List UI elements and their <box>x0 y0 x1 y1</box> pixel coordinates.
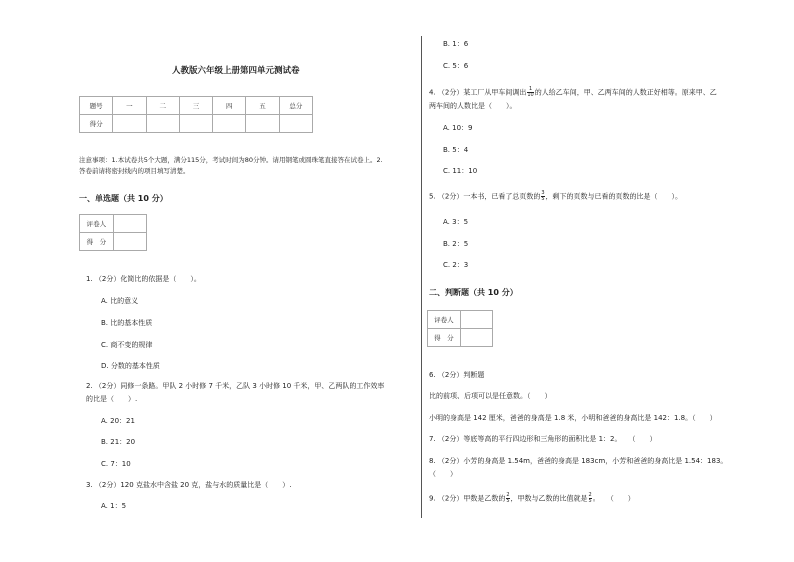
question-stem: 两车间的人数比是（ ）。 <box>429 102 517 110</box>
notice-line: 注意事项：1.本试卷共5个大题，满分115分，考试时间为80分钟。请用钢笔或圆珠笔直接答在试卷上。2. <box>79 156 383 164</box>
score-cell[interactable] <box>213 115 246 133</box>
score-label: 得 分 <box>428 329 461 347</box>
score-cell[interactable] <box>179 115 212 133</box>
option[interactable]: C. 11：10 <box>443 167 478 175</box>
question-stem <box>429 87 717 98</box>
option[interactable]: B. 比的基本性质 <box>101 319 153 327</box>
question-sub: 小明的身高是 142 厘米，爸爸的身高是 1.8 米，小明和爸爸的身高比是 142：1.8。（ ） <box>429 414 717 422</box>
score-cell[interactable] <box>113 233 146 251</box>
q5-stem-part: 5. （2分）一本书，已看了总页数的 <box>429 192 541 201</box>
score-cell[interactable] <box>279 115 312 133</box>
score-cell[interactable] <box>246 115 279 133</box>
score-header-cell: 二 <box>146 97 179 115</box>
fraction-denominator: 10 <box>527 92 534 98</box>
score-cell[interactable] <box>460 329 492 347</box>
fraction <box>527 87 533 98</box>
fraction-denominator: 5 <box>541 196 545 202</box>
option[interactable]: B. 2：5 <box>443 240 469 248</box>
column-divider <box>421 36 422 518</box>
q9-stem-part: 9. （2分）甲数是乙数的 <box>429 494 506 503</box>
option[interactable]: A. 10：9 <box>443 124 473 132</box>
option[interactable]: A. 3：5 <box>443 218 469 226</box>
fraction-numerator: 1 <box>528 86 533 92</box>
grader-label: 评卷人 <box>428 311 461 329</box>
score-header-cell: 一 <box>113 97 146 115</box>
score-header-cell: 四 <box>213 97 246 115</box>
option[interactable]: A. 比的意义 <box>101 297 139 305</box>
score-cell[interactable] <box>113 115 146 133</box>
q5-stem-part: ，剩下的页数与已看的页数的比是（ ）。 <box>545 192 683 201</box>
q9-stem-part: 。 （ ） <box>592 494 635 503</box>
fraction-numerator: 3 <box>541 190 545 196</box>
score-header-cell: 总分 <box>279 97 312 115</box>
option[interactable]: B. 1：6 <box>443 40 469 48</box>
grader-cell[interactable] <box>113 215 146 233</box>
question-stem <box>429 191 682 202</box>
q9-stem-part: ，甲数与乙数的比值就是 <box>510 494 588 503</box>
question-stem: 2. （2分）同修一条路。甲队 2 小时修 7 千米，乙队 3 小时修 10 千米，甲、乙两队的工作效率 <box>86 382 385 390</box>
score-row-label: 得分 <box>80 115 113 133</box>
option[interactable]: B. 5：4 <box>443 146 469 154</box>
question-stem: 的比是（ ）. <box>86 395 138 403</box>
section-heading: 二、判断题（共 10 分） <box>429 288 518 297</box>
grader-label: 评卷人 <box>80 215 114 233</box>
question-stem: （ ） <box>429 470 457 478</box>
page-title: 人教版六年级上册第四单元测试卷 <box>172 66 300 76</box>
question-stem: 1. （2分）化简比的依据是（ ）。 <box>86 275 201 283</box>
option[interactable]: C. 7：10 <box>101 460 131 468</box>
question-stem <box>429 493 635 504</box>
notice-line: 答卷前请将密封线内的项目填写清楚。 <box>79 167 190 175</box>
q4-stem-part: 的人给乙车间，甲、乙两车间的人数正好相等。原来甲、乙 <box>534 88 717 97</box>
section-heading: 一、单选题（共 10 分） <box>79 194 168 203</box>
score-header-cell: 题号 <box>80 97 113 115</box>
fraction <box>506 493 509 504</box>
fraction-denominator: 5 <box>588 498 592 504</box>
score-cell[interactable] <box>146 115 179 133</box>
question-stem: 3. （2分）120 克盐水中含盐 20 克，盐与水的质量比是（ ）. <box>86 481 292 489</box>
fraction-numerator: 2 <box>506 492 510 498</box>
score-label: 得 分 <box>80 233 114 251</box>
question-stem: 7. （2分）等底等高的平行四边形和三角形的面积比是 1：2。 （ ） <box>429 435 657 443</box>
question-stem: 6. （2分）判断题 <box>429 371 485 379</box>
option[interactable]: D. 分数的基本性质 <box>101 362 160 370</box>
score-header-cell: 五 <box>246 97 279 115</box>
grader-box <box>79 214 147 251</box>
option[interactable]: C. 商不变的规律 <box>101 341 153 349</box>
question-stem: 8. （2分）小芳的身高是 1.54m，爸爸的身高是 183cm，小芳和爸爸的身高比是 1.54：183。 <box>429 457 728 465</box>
score-header-cell: 三 <box>179 97 212 115</box>
fraction <box>589 493 592 504</box>
question-sub: 比的前项、后项可以是任意数。（ ） <box>429 392 552 400</box>
fraction-numerator: 2 <box>588 492 592 498</box>
fraction-denominator: 5 <box>506 498 510 504</box>
score-table <box>79 96 313 133</box>
option[interactable]: A. 1：5 <box>101 502 127 510</box>
option[interactable]: C. 2：3 <box>443 261 469 269</box>
option[interactable]: B. 21：20 <box>101 438 136 446</box>
grader-box <box>427 310 493 347</box>
fraction <box>541 191 544 202</box>
option[interactable]: A. 20：21 <box>101 417 135 425</box>
option[interactable]: C. 5：6 <box>443 62 469 70</box>
grader-cell[interactable] <box>460 311 492 329</box>
q4-stem-part: 4. （2分）某工厂从甲车间调出 <box>429 88 527 97</box>
